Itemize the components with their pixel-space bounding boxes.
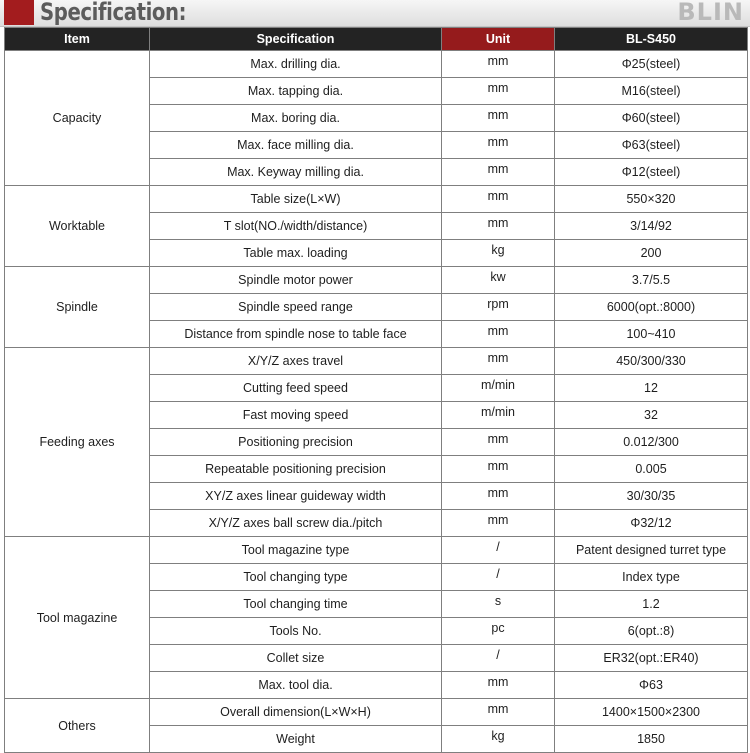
table-row: [5, 348, 748, 375]
value-cell: 32: [555, 402, 748, 429]
value-cell: 12: [555, 375, 748, 402]
unit-cell: mm: [442, 456, 555, 483]
spec-cell: Fast moving speed: [150, 402, 442, 429]
value-cell: Φ63(steel): [555, 132, 748, 159]
group-label: Others: [5, 699, 150, 753]
value-cell: 100~410: [555, 321, 748, 348]
unit-cell: kg: [442, 726, 555, 753]
header-unit: Unit: [442, 28, 555, 51]
value-cell: 6000(opt.:8000): [555, 294, 748, 321]
value-cell: Φ12(steel): [555, 159, 748, 186]
spec-cell: XY/Z axes linear guideway width: [150, 483, 442, 510]
spec-cell: Overall dimension(L×W×H): [150, 699, 442, 726]
spec-cell: Cutting feed speed: [150, 375, 442, 402]
unit-cell: mm: [442, 159, 555, 186]
value-cell: M16(steel): [555, 78, 748, 105]
spec-cell: Spindle speed range: [150, 294, 442, 321]
table-row: [5, 699, 748, 726]
spec-cell: T slot(NO./width/distance): [150, 213, 442, 240]
page-title: Specification:: [40, 0, 187, 26]
spec-cell: X/Y/Z axes ball screw dia./pitch: [150, 510, 442, 537]
unit-cell: pc: [442, 618, 555, 645]
group-label: Feeding axes: [5, 348, 150, 537]
spec-cell: Positioning precision: [150, 429, 442, 456]
table-row: [5, 186, 748, 213]
spec-cell: Max. face milling dia.: [150, 132, 442, 159]
spec-cell: Table max. loading: [150, 240, 442, 267]
unit-cell: mm: [442, 510, 555, 537]
unit-cell: /: [442, 564, 555, 591]
unit-cell: /: [442, 537, 555, 564]
unit-cell: m/min: [442, 375, 555, 402]
table-body: [5, 51, 748, 753]
header-model: BL-S450: [555, 28, 748, 51]
unit-cell: mm: [442, 213, 555, 240]
value-cell: 1.2: [555, 591, 748, 618]
value-cell: Patent designed turret type: [555, 537, 748, 564]
value-cell: 3.7/5.5: [555, 267, 748, 294]
unit-cell: mm: [442, 78, 555, 105]
unit-cell: kw: [442, 267, 555, 294]
value-cell: 550×320: [555, 186, 748, 213]
value-cell: 450/300/330: [555, 348, 748, 375]
value-cell: 6(opt.:8): [555, 618, 748, 645]
brand-logo: BLIN: [677, 0, 744, 26]
unit-cell: mm: [442, 186, 555, 213]
banner-accent-block: [4, 0, 34, 25]
spec-cell: Max. tool dia.: [150, 672, 442, 699]
table-row: [5, 267, 748, 294]
unit-cell: mm: [442, 699, 555, 726]
header-specification: Specification: [150, 28, 442, 51]
spec-cell: Distance from spindle nose to table face: [150, 321, 442, 348]
unit-cell: kg: [442, 240, 555, 267]
spec-cell: Spindle motor power: [150, 267, 442, 294]
spec-cell: Table size(L×W): [150, 186, 442, 213]
value-cell: 200: [555, 240, 748, 267]
group-label: Tool magazine: [5, 537, 150, 699]
spec-cell: Weight: [150, 726, 442, 753]
spec-cell: X/Y/Z axes travel: [150, 348, 442, 375]
unit-cell: s: [442, 591, 555, 618]
spec-cell: Tool changing type: [150, 564, 442, 591]
value-cell: Index type: [555, 564, 748, 591]
spec-cell: Tools No.: [150, 618, 442, 645]
value-cell: 0.005: [555, 456, 748, 483]
unit-cell: mm: [442, 51, 555, 78]
header-item: Item: [5, 28, 150, 51]
spec-cell: Collet size: [150, 645, 442, 672]
unit-cell: /: [442, 645, 555, 672]
value-cell: ER32(opt.:ER40): [555, 645, 748, 672]
unit-cell: rpm: [442, 294, 555, 321]
spec-cell: Max. tapping dia.: [150, 78, 442, 105]
unit-cell: mm: [442, 672, 555, 699]
unit-cell: mm: [442, 321, 555, 348]
spec-cell: Tool magazine type: [150, 537, 442, 564]
unit-cell: mm: [442, 348, 555, 375]
value-cell: Φ32/12: [555, 510, 748, 537]
value-cell: 0.012/300: [555, 429, 748, 456]
spec-cell: Max. Keyway milling dia.: [150, 159, 442, 186]
spec-cell: Tool changing time: [150, 591, 442, 618]
group-label: Capacity: [5, 51, 150, 186]
value-cell: Φ60(steel): [555, 105, 748, 132]
value-cell: 1850: [555, 726, 748, 753]
value-cell: Φ63: [555, 672, 748, 699]
unit-cell: mm: [442, 105, 555, 132]
spec-cell: Max. drilling dia.: [150, 51, 442, 78]
group-label: Worktable: [5, 186, 150, 267]
value-cell: 3/14/92: [555, 213, 748, 240]
value-cell: 30/30/35: [555, 483, 748, 510]
banner: [0, 0, 750, 27]
value-cell: 1400×1500×2300: [555, 699, 748, 726]
spec-cell: Repeatable positioning precision: [150, 456, 442, 483]
specification-table: [4, 27, 748, 753]
spec-cell: Max. boring dia.: [150, 105, 442, 132]
value-cell: Φ25(steel): [555, 51, 748, 78]
unit-cell: m/min: [442, 402, 555, 429]
unit-cell: mm: [442, 429, 555, 456]
table-header-row: [5, 28, 748, 51]
table-row: [5, 537, 748, 564]
group-label: Spindle: [5, 267, 150, 348]
unit-cell: mm: [442, 132, 555, 159]
unit-cell: mm: [442, 483, 555, 510]
table-row: [5, 51, 748, 78]
